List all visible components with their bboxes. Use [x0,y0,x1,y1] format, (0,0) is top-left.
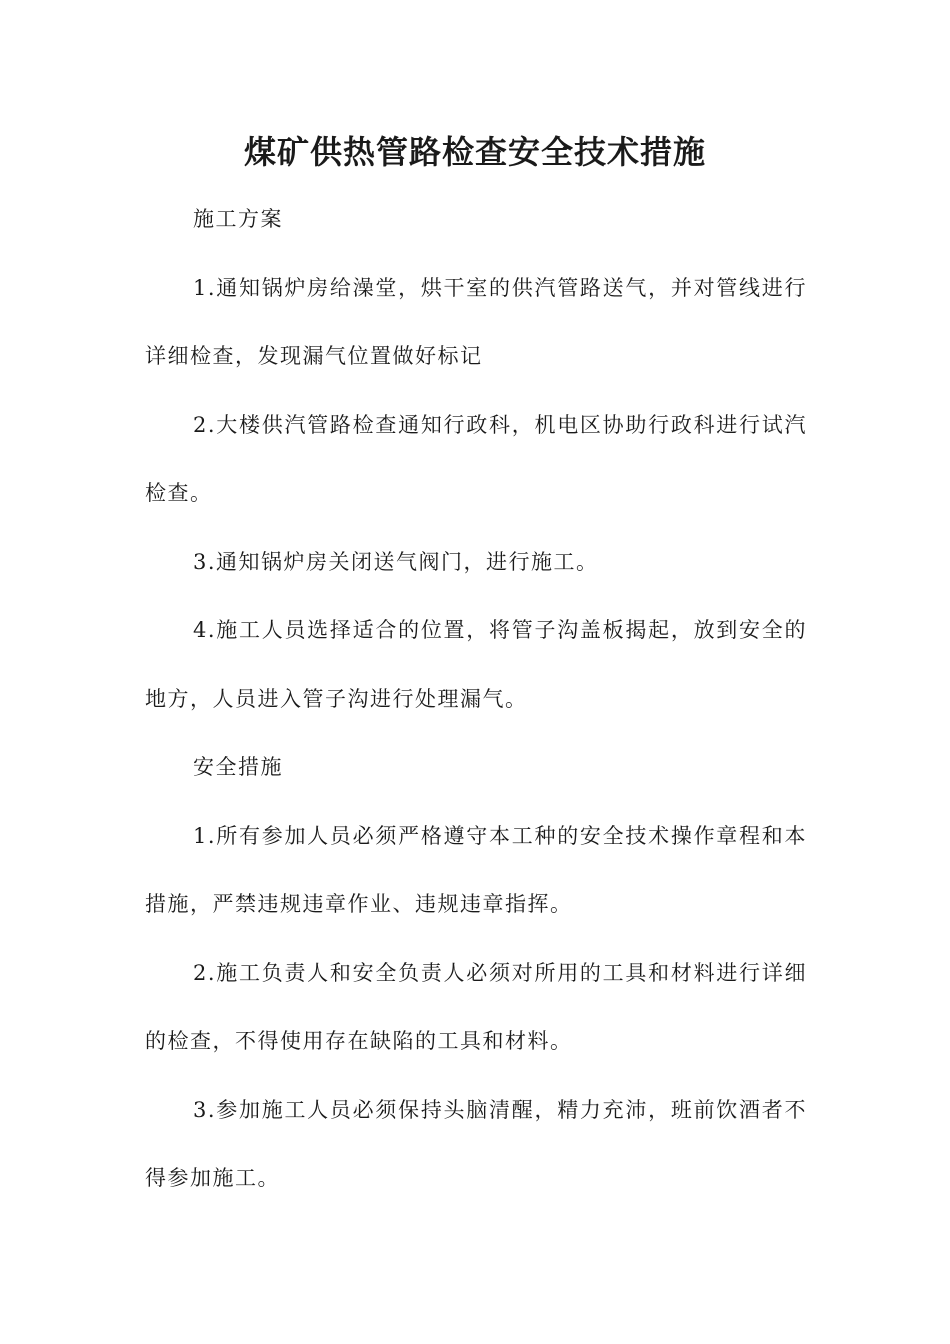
plan-item-1: 1.通知锅炉房给澡堂，烘干室的供汽管路送气，并对管线进行详细检查，发现漏气位置做好标记 [145,275,807,368]
safety-item-2: 2.施工负责人和安全负责人必须对所用的工具和材料进行详细的检查，不得使用存在缺陷的工具和材料。 [145,960,807,1053]
plan-item-4: 4.施工人员选择适合的位置，将管子沟盖板揭起，放到安全的地方，人员进入管子沟进行处理漏气。 [145,618,807,711]
safety-item-3: 3.参加施工人员必须保持头脑清醒，精力充沛，班前饮酒者不得参加施工。 [145,1097,807,1190]
plan-item-2: 2.大楼供汽管路检查通知行政科，机电区协助行政科进行试汽检查。 [145,412,807,505]
plan-item-3: 3.通知锅炉房关闭送气阀门，进行施工。 [193,549,599,574]
document-title: 煤矿供热管路检查安全技术措施 [243,133,706,171]
section-heading-construction-plan: 施工方案 [193,207,283,231]
document-body [145,185,807,1213]
safety-item-1: 1.所有参加人员必须严格遵守本工种的安全技术操作章程和本措施，严禁违规违章作业、违规违章指挥。 [145,823,807,916]
section-heading-safety-measures: 安全措施 [193,755,283,779]
